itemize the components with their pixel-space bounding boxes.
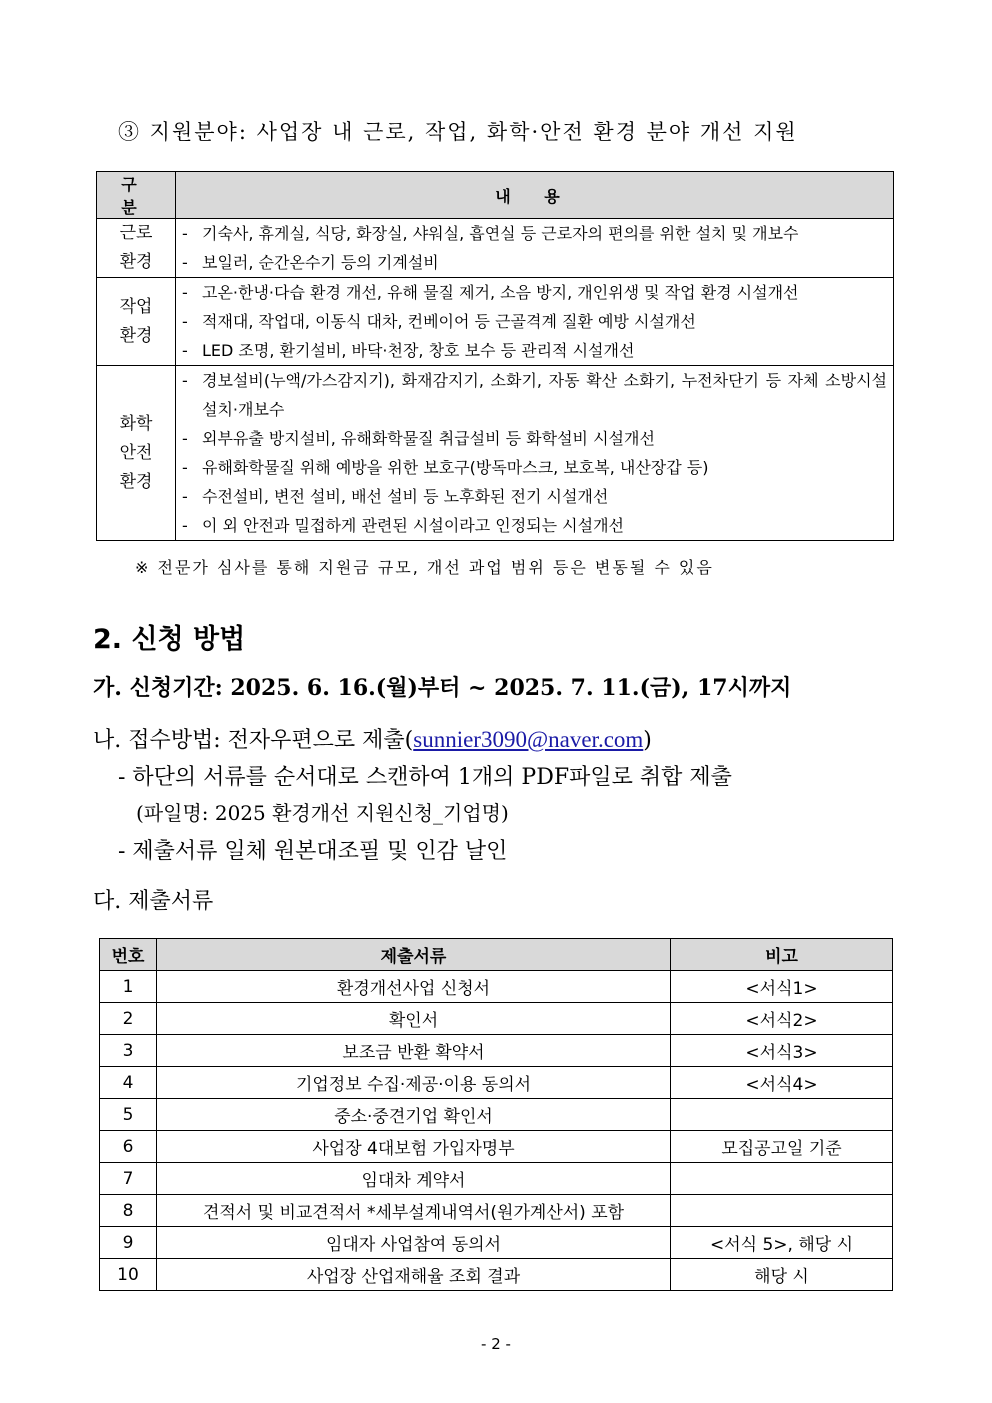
support-area-heading: ③ 지원분야: 사업장 내 근로, 작업, 화학·안전 환경 분야 개선 지원 [118,120,798,144]
cell-document: 사업장 산업재해율 조회 결과 [157,1259,671,1291]
cell-remark [671,1099,893,1131]
category-cell: 화학 안전 환경 [97,366,176,541]
header-remark: 비고 [671,939,893,971]
support-area-table [96,171,894,541]
method-item: - 제출서류 일체 원본대조필 및 인감 날인 [118,839,508,864]
cell-number: 2 [100,1003,157,1035]
cell-remark: 해당 시 [671,1259,893,1291]
documents-table [99,938,893,1291]
cell-remark: <서식 5>, 해당 시 [671,1227,893,1259]
cell-number: 7 [100,1163,157,1195]
header-number: 번호 [100,939,157,971]
method-item: - 하단의 서류를 순서대로 스캔하여 1개의 PDF파일로 취합 제출 [118,765,732,790]
table-row [100,1099,893,1131]
cell-number: 6 [100,1131,157,1163]
table-row [100,1195,893,1227]
table-row [100,971,893,1003]
list-item: - 보일러, 순간온수기 등의 기계설비 [182,253,439,272]
cell-document: 확인서 [157,1003,671,1035]
table-row [100,1131,893,1163]
table-row [100,1227,893,1259]
header-content: 내 용 [176,172,894,219]
application-period: 가. 신청기간: 2025. 6. 16.(월)부터 ~ 2025. 7. 11.(금), 17시까지 [93,675,792,701]
list-item: - 이 외 안전과 밀접하게 관련된 시설이라고 인정되는 시설개선 [182,516,625,535]
list-item: - LED 조명, 환기설비, 바닥·천장, 창호 보수 등 관리적 시설개선 [182,341,635,360]
table-row [100,1003,893,1035]
cell-document: 사업장 4대보험 가입자명부 [157,1131,671,1163]
cell-remark: <서식4> [671,1067,893,1099]
list-item: - 외부유출 방지설비, 유해화학물질 취급설비 등 화학설비 시설개선 [182,429,655,448]
list-item: - 유해화학물질 위해 예방을 위한 보호구(방독마스크, 보호복, 내산장갑 등) [182,458,709,477]
cell-remark [671,1195,893,1227]
cell-document: 보조금 반환 확약서 [157,1035,671,1067]
page-number: - 2 - [481,1335,511,1353]
table-row [100,1259,893,1291]
table-row [97,366,894,541]
cell-remark: 모집공고일 기준 [671,1131,893,1163]
cell-document: 견적서 및 비교견적서 *세부설계내역서(원가계산서) 포함 [157,1195,671,1227]
submission-method: 나. 접수방법: 전자우편으로 제출(sunnier3090@naver.com) [93,727,652,753]
cell-remark: <서식1> [671,971,893,1003]
list-item: - 경보설비(누액/가스감지기), 화재감지기, 소화기, 자동 확산 소화기, 누전차단기 등 자체 소방시설 설치·개보수 [182,371,887,419]
cell-document: 환경개선사업 신청서 [157,971,671,1003]
cell-document: 임대자 사업참여 동의서 [157,1227,671,1259]
cell-number: 3 [100,1035,157,1067]
category-cell: 근로 환경 [97,219,176,278]
list-item: - 기숙사, 휴게실, 식당, 화장실, 샤워실, 흡연실 등 근로자의 편의를 위한 설치 및 개보수 [182,224,799,243]
cell-number: 5 [100,1099,157,1131]
header-document: 제출서류 [157,939,671,971]
table-row [97,219,894,278]
review-note: ※ 전문가 심사를 통해 지원금 규모, 개선 과업 범위 등은 변동될 수 있음 [135,558,714,577]
table-row [100,1067,893,1099]
email-link[interactable]: sunnier3090@naver.com [413,727,644,752]
category-cell: 작업 환경 [97,278,176,366]
documents-title: 다. 제출서류 [93,889,214,914]
cell-number: 4 [100,1067,157,1099]
content-cell [176,278,894,366]
list-item: - 고온·한냉·다습 환경 개선, 유해 물질 제거, 소음 방지, 개인위생 및 작업 환경 시설개선 [182,283,799,302]
content-cell [176,366,894,541]
cell-remark: <서식2> [671,1003,893,1035]
table-header-row [97,172,894,219]
cell-number: 1 [100,971,157,1003]
cell-number: 8 [100,1195,157,1227]
table-header-row [100,939,893,971]
cell-number: 10 [100,1259,157,1291]
table-row [100,1035,893,1067]
table-row [100,1163,893,1195]
cell-number: 9 [100,1227,157,1259]
cell-document: 임대차 계약서 [157,1163,671,1195]
table-row [97,278,894,366]
content-cell [176,219,894,278]
method-item-filename: (파일명: 2025 환경개선 지원신청_기업명) [136,801,509,825]
section-title: 2. 신청 방법 [93,624,246,655]
list-item: - 적재대, 작업대, 이동식 대차, 컨베이어 등 근골격계 질환 예방 시설개선 [182,312,696,331]
cell-document: 기업정보 수집·제공·이용 동의서 [157,1067,671,1099]
cell-remark [671,1163,893,1195]
header-category: 구 분 [97,172,176,219]
list-item: - 수전설비, 변전 설비, 배선 설비 등 노후화된 전기 시설개선 [182,487,609,506]
cell-document: 중소·중견기업 확인서 [157,1099,671,1131]
cell-remark: <서식3> [671,1035,893,1067]
